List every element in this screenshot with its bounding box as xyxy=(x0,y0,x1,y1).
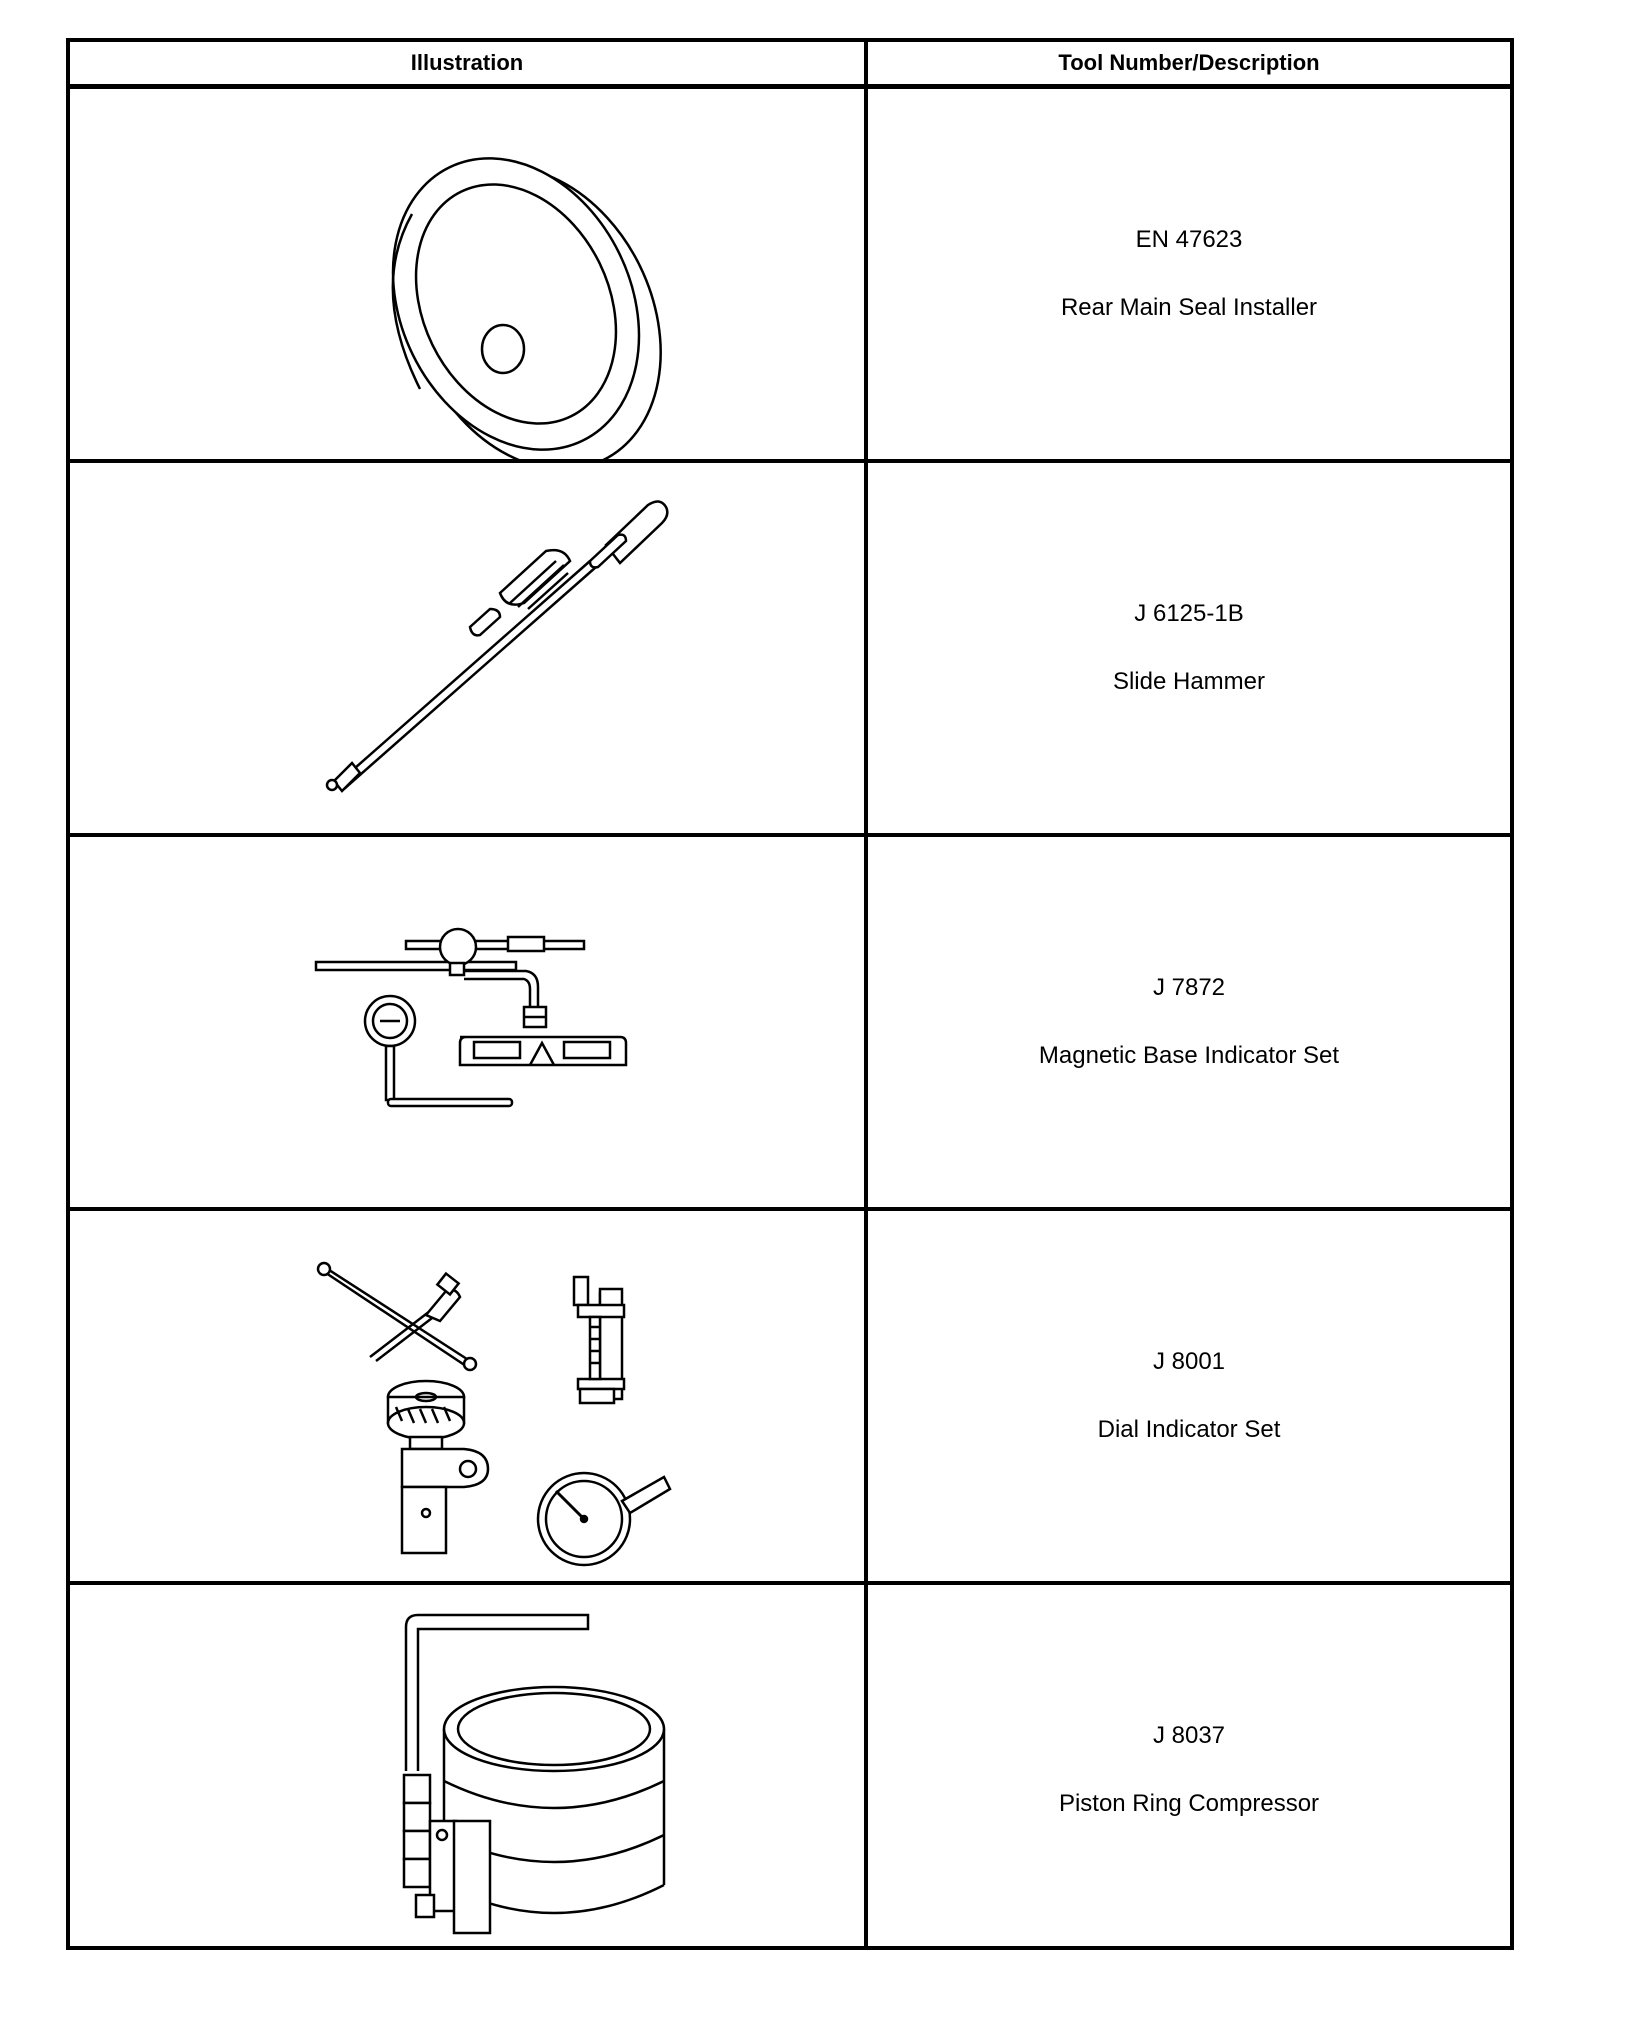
tool-number: J 7872 xyxy=(1152,974,1226,1001)
tool-name: Dial Indicator Set xyxy=(1097,1416,1281,1443)
table-row xyxy=(70,837,1510,1207)
illustration-cell xyxy=(70,1585,864,1955)
magnetic-base-indicator-set-icon xyxy=(70,837,864,1207)
tool-name: Rear Main Seal Installer xyxy=(1060,294,1318,321)
tool-number: J 8037 xyxy=(1152,1722,1226,1749)
tool-number: EN 47623 xyxy=(1135,226,1243,253)
tool-number: J 6125-1B xyxy=(1134,600,1244,627)
dial-indicator-set-icon xyxy=(70,1211,864,1581)
rear-main-seal-installer-icon xyxy=(70,89,864,459)
tool-name: Slide Hammer xyxy=(1112,668,1266,695)
tool-name: Piston Ring Compressor xyxy=(1058,1790,1320,1817)
table-row xyxy=(70,1585,1510,1955)
description-cell xyxy=(868,89,1510,459)
description-cell xyxy=(868,1211,1510,1581)
table-row xyxy=(70,89,1510,459)
header-tool-description: Tool Number/Description xyxy=(1058,50,1320,75)
illustration-cell xyxy=(70,463,864,833)
tool-table xyxy=(66,38,1514,1950)
description-cell xyxy=(868,1585,1510,1955)
table-row xyxy=(70,463,1510,833)
description-cell xyxy=(868,837,1510,1207)
description-cell xyxy=(868,463,1510,833)
header-illustration: Illustration xyxy=(410,50,524,75)
illustration-cell xyxy=(70,89,864,459)
tool-name: Magnetic Base Indicator Set xyxy=(1038,1042,1340,1069)
tool-number: J 8001 xyxy=(1152,1348,1226,1375)
slide-hammer-icon xyxy=(70,463,864,833)
table-row xyxy=(70,1211,1510,1581)
illustration-cell xyxy=(70,837,864,1207)
piston-ring-compressor-icon xyxy=(70,1585,864,1955)
illustration-cell xyxy=(70,1211,864,1581)
